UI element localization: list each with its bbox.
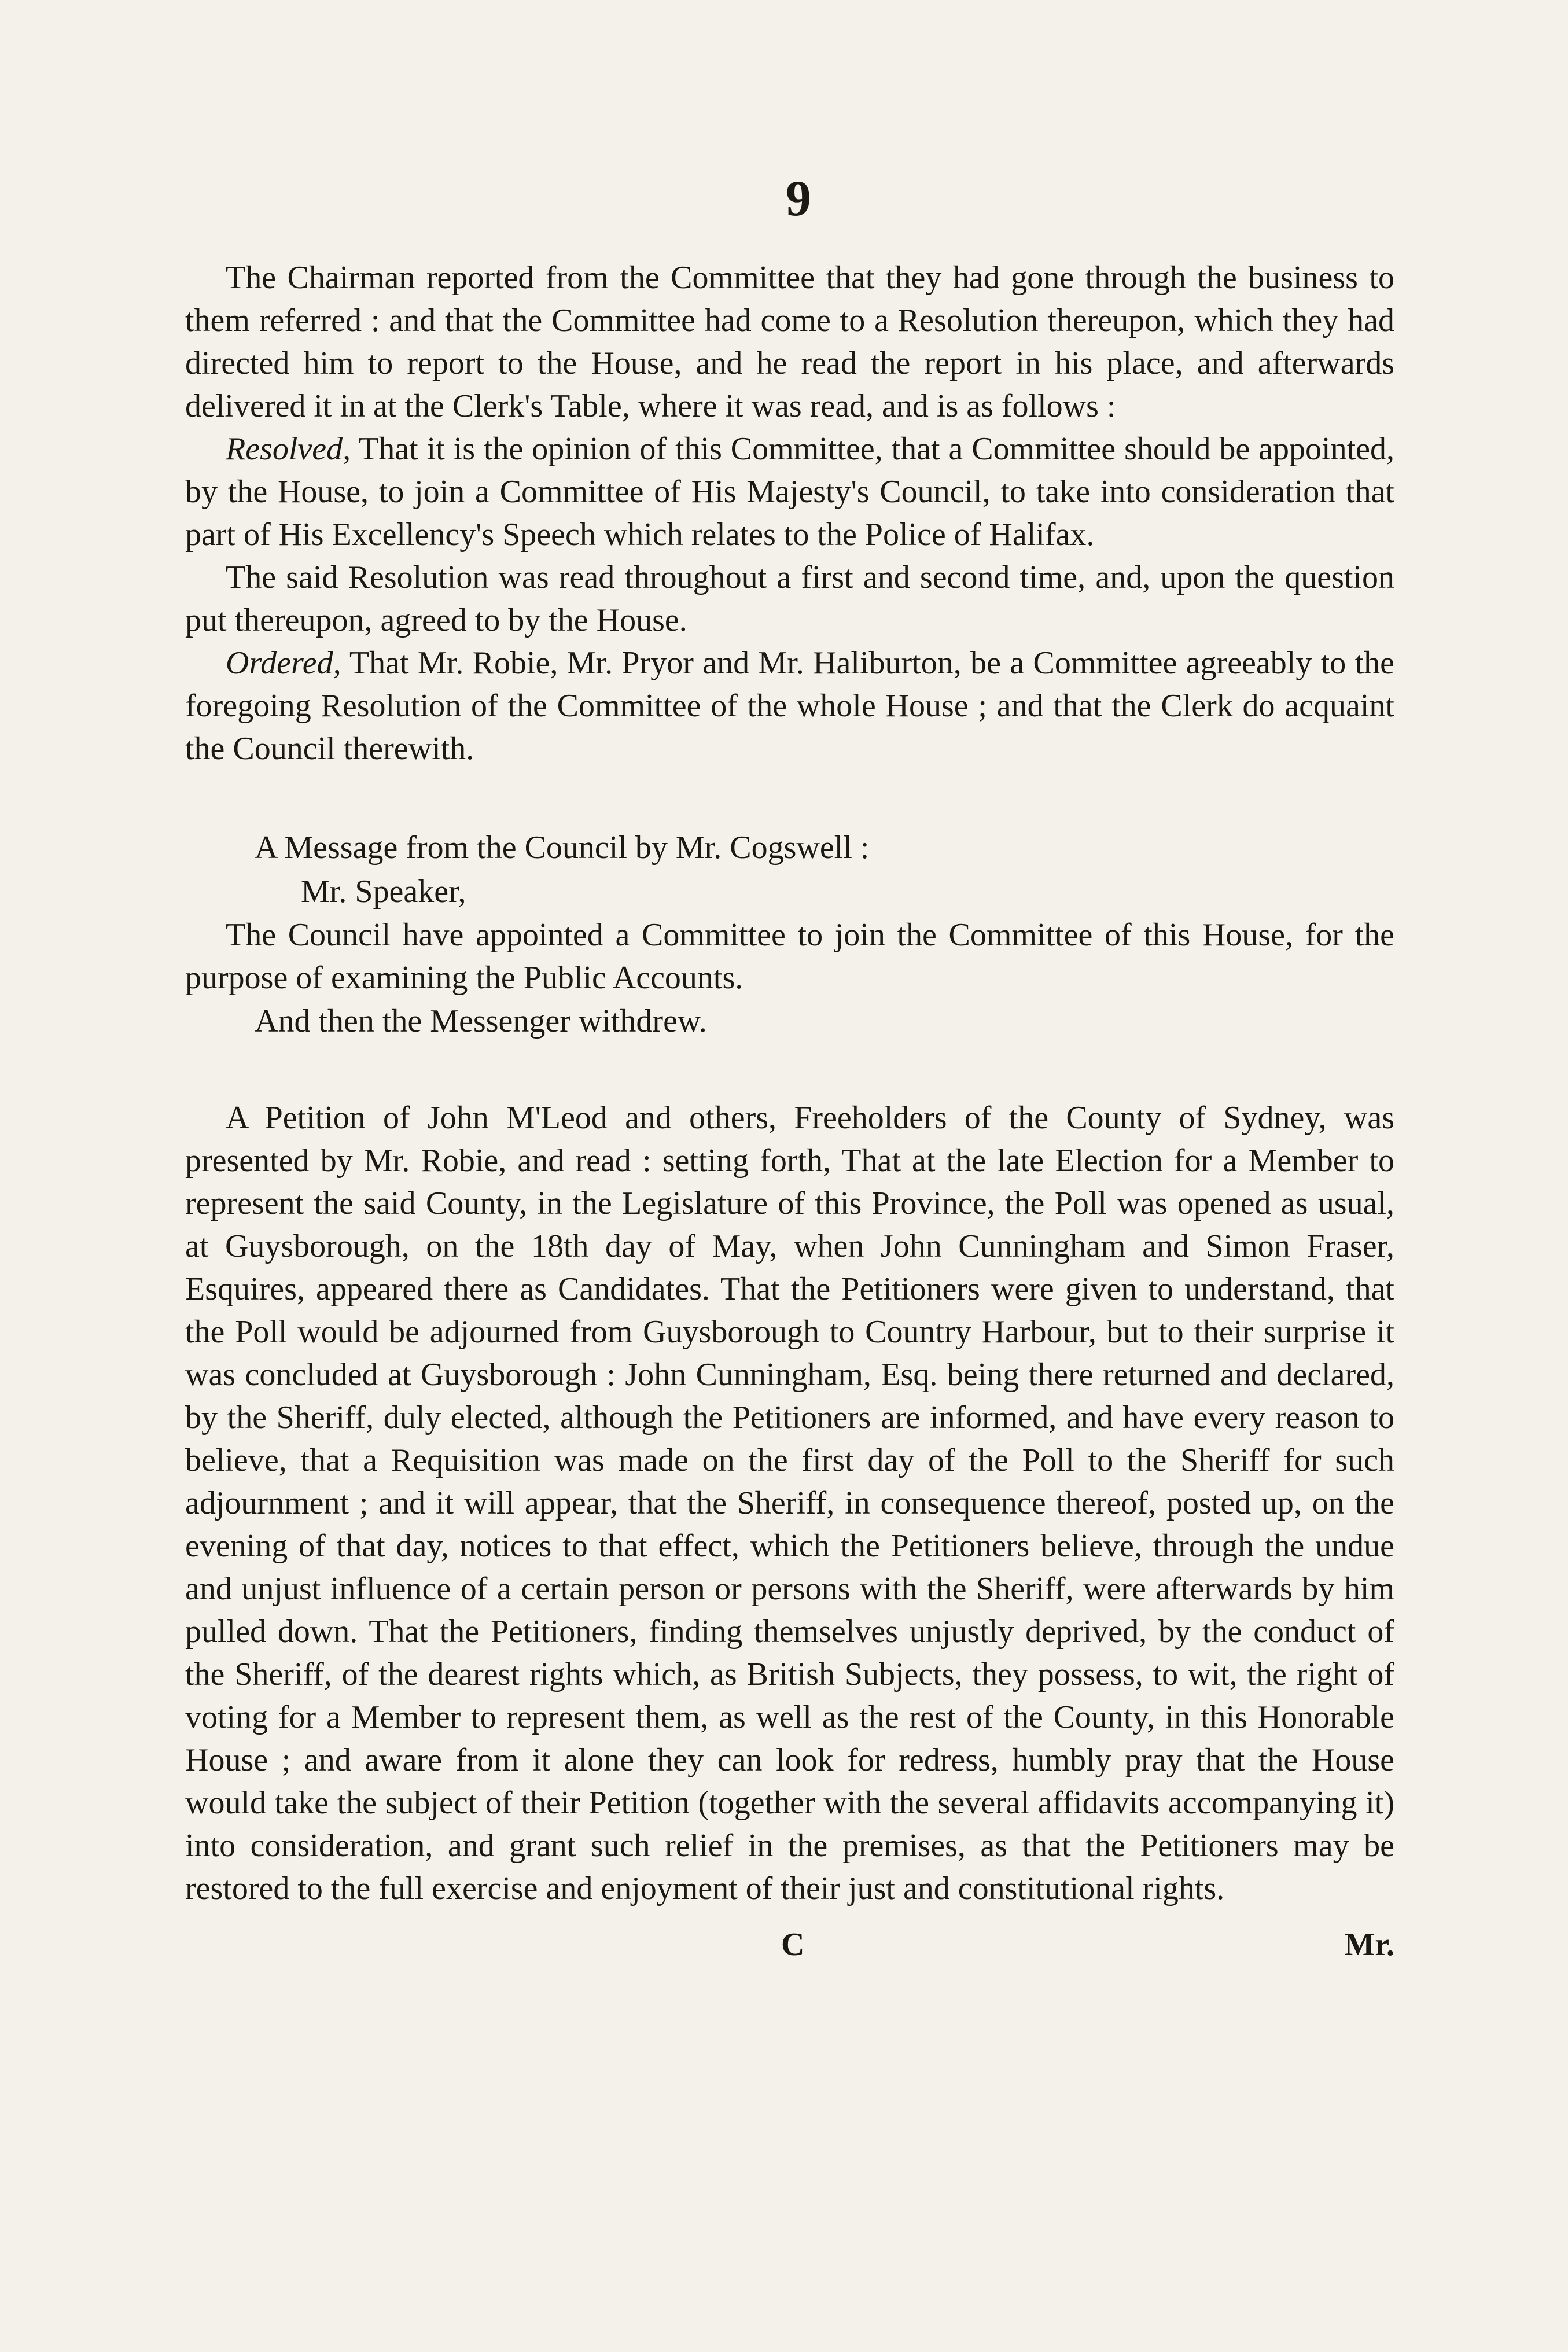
paragraph-resolved <box>185 428 1394 556</box>
paragraph-lead: Ordered, <box>226 645 341 681</box>
paragraph-chairman-report <box>185 256 1394 428</box>
paragraph-text: The said Resolution was read throughout a first and second time, and, upon the question put thereupon, agreed to by the House. <box>185 560 1394 638</box>
paragraph-text: The Chairman reported from the Committee that they had gone through the business to them referred : and that the Committee had come to a Resolution thereupon, which they had directed him to report to the House, and he read the report in his place, and afterwards delivered it in at the Clerk's Table, where it was read, and is as follows : <box>185 260 1394 424</box>
page-footer <box>185 1926 1394 1963</box>
paragraph-lead: Resolved, <box>226 431 351 467</box>
message-close: And then the Messenger withdrew. <box>255 1003 707 1039</box>
paragraph-resolution-read <box>185 556 1394 642</box>
message-intro: A Message from the Council by Mr. Cogswell : <box>255 830 870 866</box>
signature-mark: C <box>781 1927 805 1963</box>
paragraph-text: That it is the opinion of this Committee, that a Committee should be appointed, by the House, to join a Committee of His Majesty's Council, to take into consideration that part of His Excellency's Speech which relates to the Police of Halifax. <box>185 431 1394 553</box>
document-page <box>185 171 1394 1963</box>
message-body: The Council have appointed a Committee to join the Committee of this House, for the purpose of examining the Public Accounts. <box>185 917 1394 996</box>
council-message <box>185 826 1394 1043</box>
page-number: 9 <box>786 171 811 227</box>
catchword: Mr. <box>1344 1927 1394 1963</box>
message-salutation: Mr. Speaker, <box>301 874 466 910</box>
paragraph-ordered <box>185 642 1394 770</box>
petition-paragraph: A Petition of John M'Leod and others, Freeholders of the County of Sydney, was presented by Mr. Robie, and read : setting forth, That at the late Election for a Member to represent the said County, in the Legislature of this Province, the Poll was opened as usual, at Guysborough, on the 18th day of May, when John Cunningham and Simon Fraser, Esquires, appeared there as Candidates. That the Petitioners were given to understand, that the Poll would be adjourned from Guysborough to Country Harbour, but to their surprise it was concluded at Guysborough : John Cunningham, Esq. being there returned and declared, by the Sheriff, duly elected, although the Petitioners are informed, and have every reason to believe, that a Requisition was made on the first day of the Poll to the Sheriff for such adjournment ; and it will appear, that the Sheriff, in consequence thereof, posted up, on the evening of that day, notices to that effect, which the Petitioners believe, through the undue and unjust influence of a certain person or persons with the Sheriff, were afterwards by him pulled down. That the Petitioners, finding themselves unjustly deprived, by the conduct of the Sheriff, of the dearest rights which, as British Subjects, they possess, to wit, the right of voting for a Member to represent them, as well as the rest of the County, in this Honorable House ; and aware from it alone they can look for redress, humbly pray that the House would take the subject of their Petition (together with the several affidavits accompanying it) into consideration, and grant such relief in the premises, as that the Petitioners may be restored to the full exercise and enjoyment of their just and constitutional rights. <box>185 1100 1394 1906</box>
paragraph-text: That Mr. Robie, Mr. Pryor and Mr. Haliburton, be a Committee agreeably to the foregoing Resolution of the Committee of the whole House ; and that the Clerk do acquaint the Council therewith. <box>185 645 1394 767</box>
